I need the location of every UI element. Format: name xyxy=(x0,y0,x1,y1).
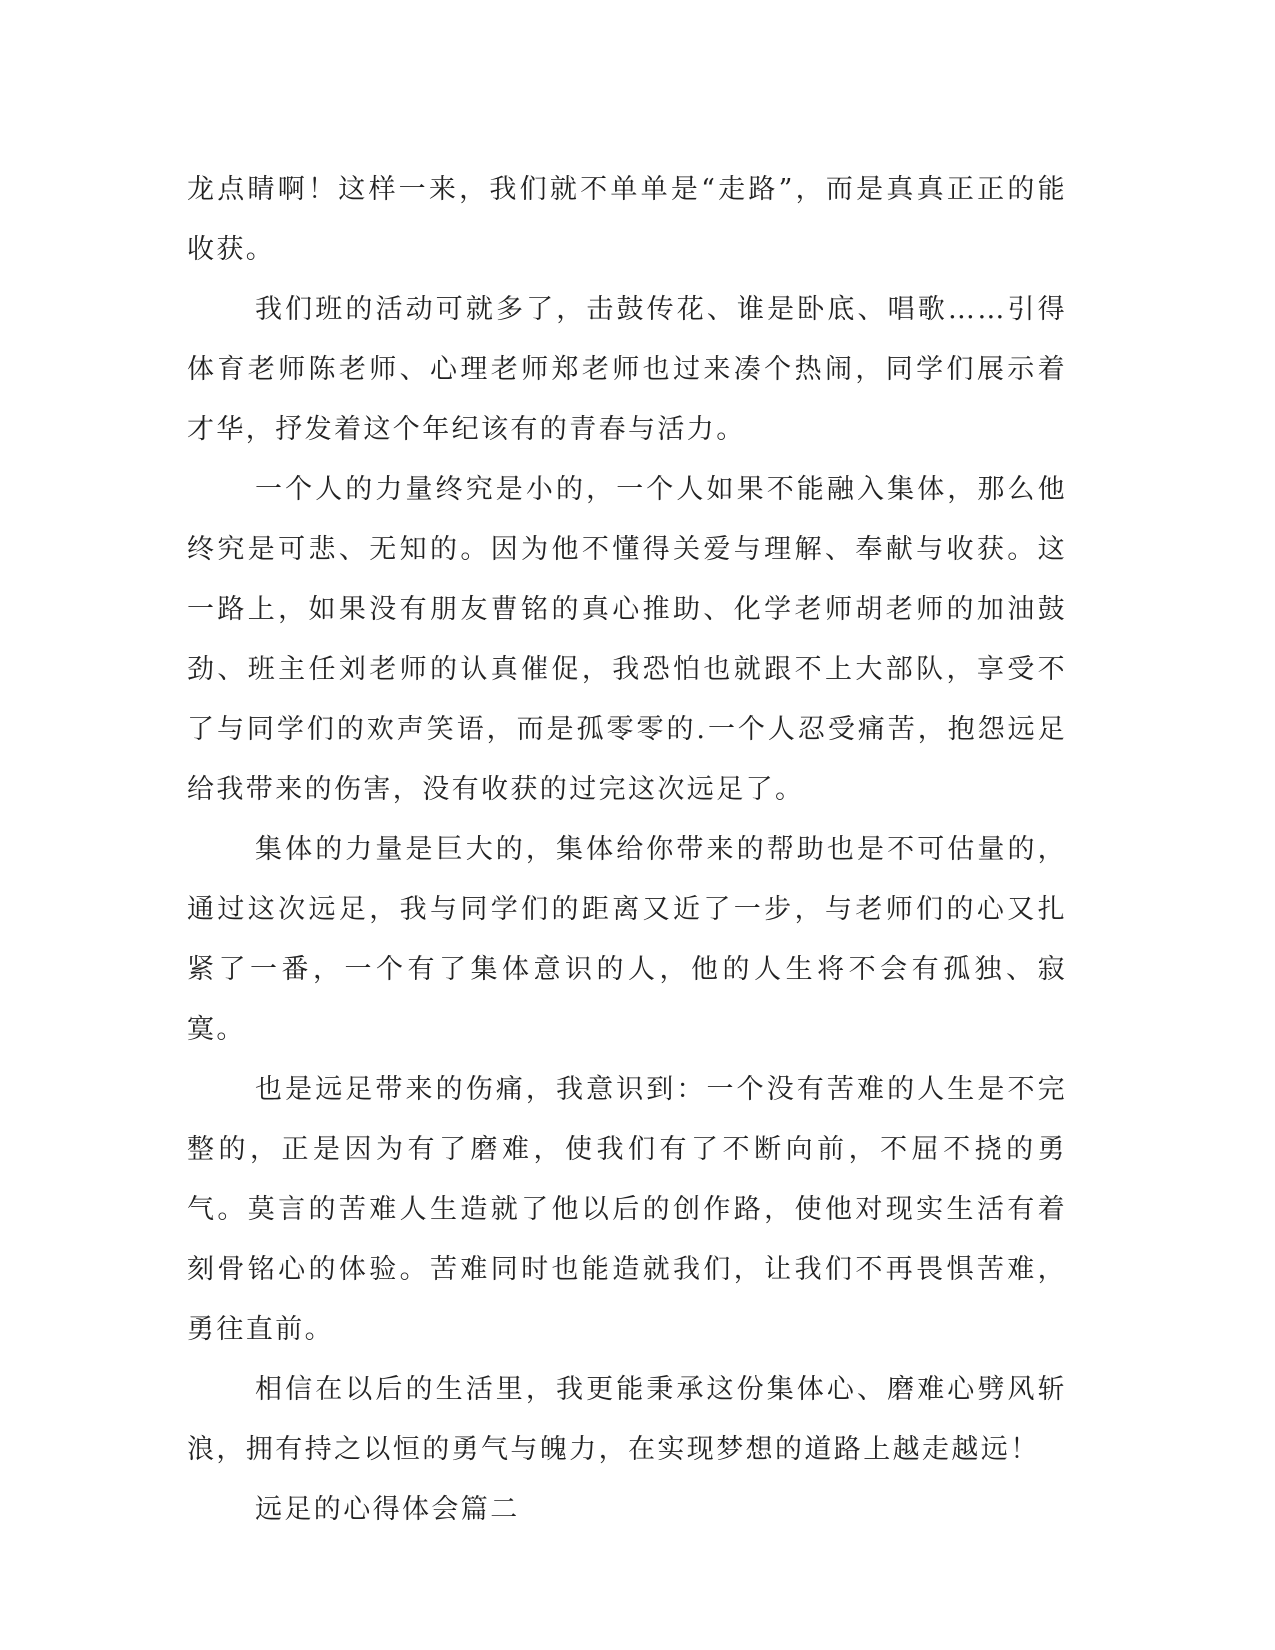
paragraph-collective-strength: 集体的力量是巨大的，集体给你带来的帮助也是不可估量的，通过这次远足，我与同学们的距离又近了一步，与老师们的心又扎紧了一番，一个有了集体意识的人，他的人生将不会有孤独、寂寞。 xyxy=(187,834,1067,1045)
document-body xyxy=(187,160,1067,1540)
paragraph-class-activities: 我们班的活动可就多了，击鼓传花、谁是卧底、唱歌……引得体育老师陈老师、心理老师郑老师也过来凑个热闹，同学们展示着才华，抒发着这个年纪该有的青春与活力。 xyxy=(187,294,1067,445)
paragraph-conclusion: 相信在以后的生活里，我更能秉承这份集体心、磨难心劈风斩浪，拥有持之以恒的勇气与魄力，在实现梦想的道路上越走越远！ xyxy=(187,1374,1067,1465)
section-heading: 远足的心得体会篇二 xyxy=(255,1494,520,1525)
paragraph-continuation: 龙点睛啊！这样一来，我们就不单单是“走路”，而是真真正正的能收获。 xyxy=(187,174,1067,265)
paragraph-hardship: 也是远足带来的伤痛，我意识到：一个没有苦难的人生是不完整的，正是因为有了磨难，使我们有了不断向前，不屈不挠的勇气。莫言的苦难人生造就了他以后的创作路，使他对现实生活有着刻骨铭心的体验。苦难同时也能造就我们，让我们不再畏惧苦难，勇往直前。 xyxy=(187,1074,1067,1345)
paragraph-individual-strength: 一个人的力量终究是小的，一个人如果不能融入集体，那么他终究是可悲、无知的。因为他不懂得关爱与理解、奉献与收获。这一路上，如果没有朋友曹铭的真心推助、化学老师胡老师的加油鼓劲、班主任刘老师的认真催促，我恐怕也就跟不上大部队，享受不了与同学们的欢声笑语，而是孤零零的.一个人忍受痛苦，抱怨远足给我带来的伤害，没有收获的过完这次远足了。 xyxy=(187,474,1067,805)
